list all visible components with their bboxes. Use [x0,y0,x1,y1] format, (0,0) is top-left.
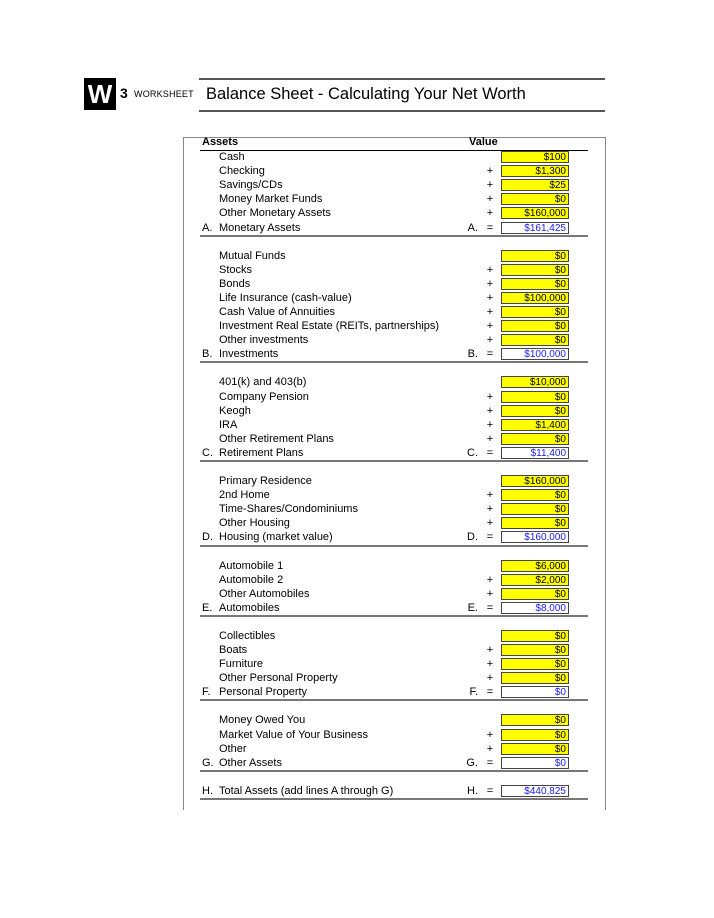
subtotal-label: Monetary Assets [219,221,301,234]
value-input[interactable]: $1,400 [501,419,569,431]
asset-row [183,644,606,658]
asset-row [183,320,606,334]
subtotal-row [183,785,606,799]
value-input[interactable]: $100 [501,151,569,163]
asset-row [183,743,606,757]
value-input[interactable]: $0 [501,658,569,670]
asset-row [183,278,606,292]
asset-label: Other Monetary Assets [219,207,331,220]
equals-sign: = [486,531,494,544]
asset-label: Market Value of Your Business [219,728,368,741]
line-mark: D. [467,531,478,544]
asset-label: Checking [219,165,265,178]
subtotal-label: Housing (market value) [219,531,333,544]
asset-row [183,475,606,489]
title-top-rule [199,78,605,80]
line-letter: G. [202,756,214,769]
value-input[interactable]: $0 [501,489,569,501]
asset-label: Other Automobiles [219,587,310,600]
subtotal-value: $160,000 [501,531,569,543]
asset-label: Investment Real Estate (REITs, partnerships) [219,320,440,333]
asset-label: Automobile 1 [219,559,284,572]
value-input[interactable]: $0 [501,630,569,642]
equals-sign: = [486,348,494,361]
equals-sign: = [486,756,494,769]
asset-row [183,306,606,320]
value-input[interactable]: $0 [501,588,569,600]
plus-sign: + [486,291,494,304]
plus-sign: + [486,390,494,403]
asset-label: 2nd Home [219,489,270,502]
asset-row [183,151,606,165]
asset-row [183,433,606,447]
subtotal-row [183,531,606,545]
asset-row [183,376,606,390]
worksheet-label: WORKSHEET [134,89,194,99]
plus-sign: + [486,263,494,276]
value-input[interactable]: $0 [501,743,569,755]
plus-sign: + [486,587,494,600]
value-input[interactable]: $100,000 [501,292,569,304]
asset-label: Keogh [219,404,251,417]
line-letter: E. [202,601,213,614]
plus-sign: + [486,672,494,685]
value-input[interactable]: $0 [501,278,569,290]
section-divider [200,770,588,772]
plus-sign: + [486,742,494,755]
table-frame-left [183,137,184,810]
plus-sign: + [486,306,494,318]
asset-row [183,714,606,728]
asset-label: Money Market Funds [219,193,323,206]
worksheet-number: 3 [120,85,128,101]
plus-sign: + [486,432,494,445]
asset-label: Mutual Funds [219,249,286,262]
asset-label: Savings/CDs [219,179,283,192]
subtotal-value: $0 [501,757,569,769]
subtotal-label: Investments [219,348,279,361]
value-input[interactable]: $10,000 [501,376,569,388]
subtotal-label: Other Assets [219,756,282,769]
section-divider [200,235,588,237]
value-input[interactable]: $0 [501,334,569,346]
plus-sign: + [486,193,494,206]
value-input[interactable]: $0 [501,306,569,318]
value-input[interactable]: $0 [501,320,569,332]
asset-row [183,729,606,743]
plus-sign: + [486,320,494,333]
equals-sign: = [486,784,494,797]
subtotal-value: $8,000 [501,602,569,614]
plus-sign: + [486,503,494,516]
asset-label: 401(k) and 403(b) [219,376,307,389]
subtotal-label: Total Assets (add lines A through G) [219,784,394,797]
subtotal-label: Personal Property [219,686,308,699]
plus-sign: + [486,404,494,417]
subtotal-row [183,447,606,461]
asset-label: Other Housing [219,517,290,530]
asset-label: Money Owed You [219,714,306,727]
plus-sign: + [486,658,494,671]
asset-label: Cash Value of Annuities [219,306,335,318]
subtotal-label: Retirement Plans [219,446,304,459]
line-mark: H. [467,784,478,797]
asset-row [183,630,606,644]
plus-sign: + [486,489,494,502]
asset-row [183,334,606,348]
assets-column-header: Assets [202,136,239,148]
value-input[interactable]: $0 [501,405,569,417]
asset-label: IRA [219,418,238,431]
line-mark: B. [467,348,478,361]
subtotal-row [183,222,606,236]
asset-row [183,292,606,306]
value-input[interactable]: $0 [501,264,569,276]
subtotal-value: $161,425 [501,222,569,234]
asset-row [183,503,606,517]
asset-label: Boats [219,644,248,656]
line-mark: E. [467,601,478,614]
asset-row [183,517,606,531]
subtotal-value: $100,000 [501,348,569,360]
asset-row [183,574,606,588]
line-letter: A. [202,221,213,234]
plus-sign: + [486,517,494,530]
subtotal-value: $440,825 [501,785,569,797]
value-input[interactable]: $0 [501,644,569,656]
value-input[interactable]: $0 [501,193,569,205]
line-letter: D. [202,531,213,544]
plus-sign: + [486,165,494,178]
plus-sign: + [486,277,494,290]
asset-label: Stocks [219,263,253,276]
value-input[interactable]: $0 [501,729,569,741]
value-input[interactable]: $6,000 [501,560,569,572]
equals-sign: = [486,221,494,234]
line-mark: F. [469,686,478,699]
line-mark: C. [467,446,478,459]
asset-row [183,250,606,264]
value-input[interactable]: $0 [501,250,569,262]
asset-label: Primary Residence [219,475,312,487]
section-divider [200,615,588,617]
line-mark: G. [466,756,478,769]
asset-label: Collectibles [219,629,276,642]
asset-row [183,193,606,207]
page-title: Balance Sheet - Calculating Your Net Worth [206,85,526,103]
value-column-header: Value [469,136,498,148]
grand-total-divider [200,798,588,800]
asset-label: Company Pension [219,390,309,403]
asset-label: Time-Shares/Condominiums [219,503,358,516]
line-letter: F. [202,686,211,699]
value-input[interactable]: $160,000 [501,475,569,487]
subtotal-row [183,602,606,616]
asset-label: Cash [219,151,245,163]
equals-sign: = [486,601,494,614]
line-letter: C. [202,446,213,459]
asset-label: Other Personal Property [219,672,338,685]
asset-row [183,405,606,419]
worksheet-logo: W [84,78,116,110]
value-input[interactable]: $0 [501,517,569,529]
subtotal-row [183,686,606,700]
section-divider [200,460,588,462]
plus-sign: + [486,207,494,220]
subtotal-value: $11,400 [501,447,569,459]
value-input[interactable]: $25 [501,179,569,191]
section-divider [200,545,588,547]
value-input[interactable]: $0 [501,714,569,726]
value-input[interactable]: $0 [501,503,569,515]
equals-sign: = [486,686,494,699]
plus-sign: + [486,179,494,192]
table-frame-right [605,137,606,810]
section-divider [200,699,588,701]
asset-label: Furniture [219,658,264,671]
value-input[interactable]: $160,000 [501,207,569,219]
section-divider [200,361,588,363]
value-input[interactable]: $0 [501,391,569,403]
asset-label: Other [219,742,247,755]
subtotal-row [183,348,606,362]
asset-row [183,207,606,221]
asset-row [183,165,606,179]
plus-sign: + [486,334,494,347]
line-letter: H. [202,784,213,797]
subtotal-value: $0 [501,686,569,698]
plus-sign: + [486,573,494,586]
asset-label: Bonds [219,277,251,290]
plus-sign: + [486,644,494,656]
subtotal-row [183,757,606,771]
equals-sign: = [486,446,494,459]
asset-row [183,588,606,602]
title-bottom-rule [199,110,605,112]
subtotal-label: Automobiles [219,601,280,614]
value-input[interactable]: $1,300 [501,165,569,177]
asset-label: Automobile 2 [219,573,284,586]
asset-row [183,264,606,278]
line-mark: A. [467,221,478,234]
asset-row [183,179,606,193]
line-letter: B. [202,348,213,361]
table-frame-top [183,137,606,138]
value-input[interactable]: $0 [501,433,569,445]
asset-row [183,391,606,405]
plus-sign: + [486,728,494,741]
value-input[interactable]: $2,000 [501,574,569,586]
asset-label: Other Retirement Plans [219,432,334,445]
plus-sign: + [486,418,494,431]
asset-row [183,658,606,672]
asset-row [183,672,606,686]
value-input[interactable]: $0 [501,672,569,684]
asset-row [183,419,606,433]
asset-label: Other investments [219,334,309,347]
asset-row [183,560,606,574]
asset-label: Life Insurance (cash-value) [219,291,352,304]
asset-row [183,489,606,503]
